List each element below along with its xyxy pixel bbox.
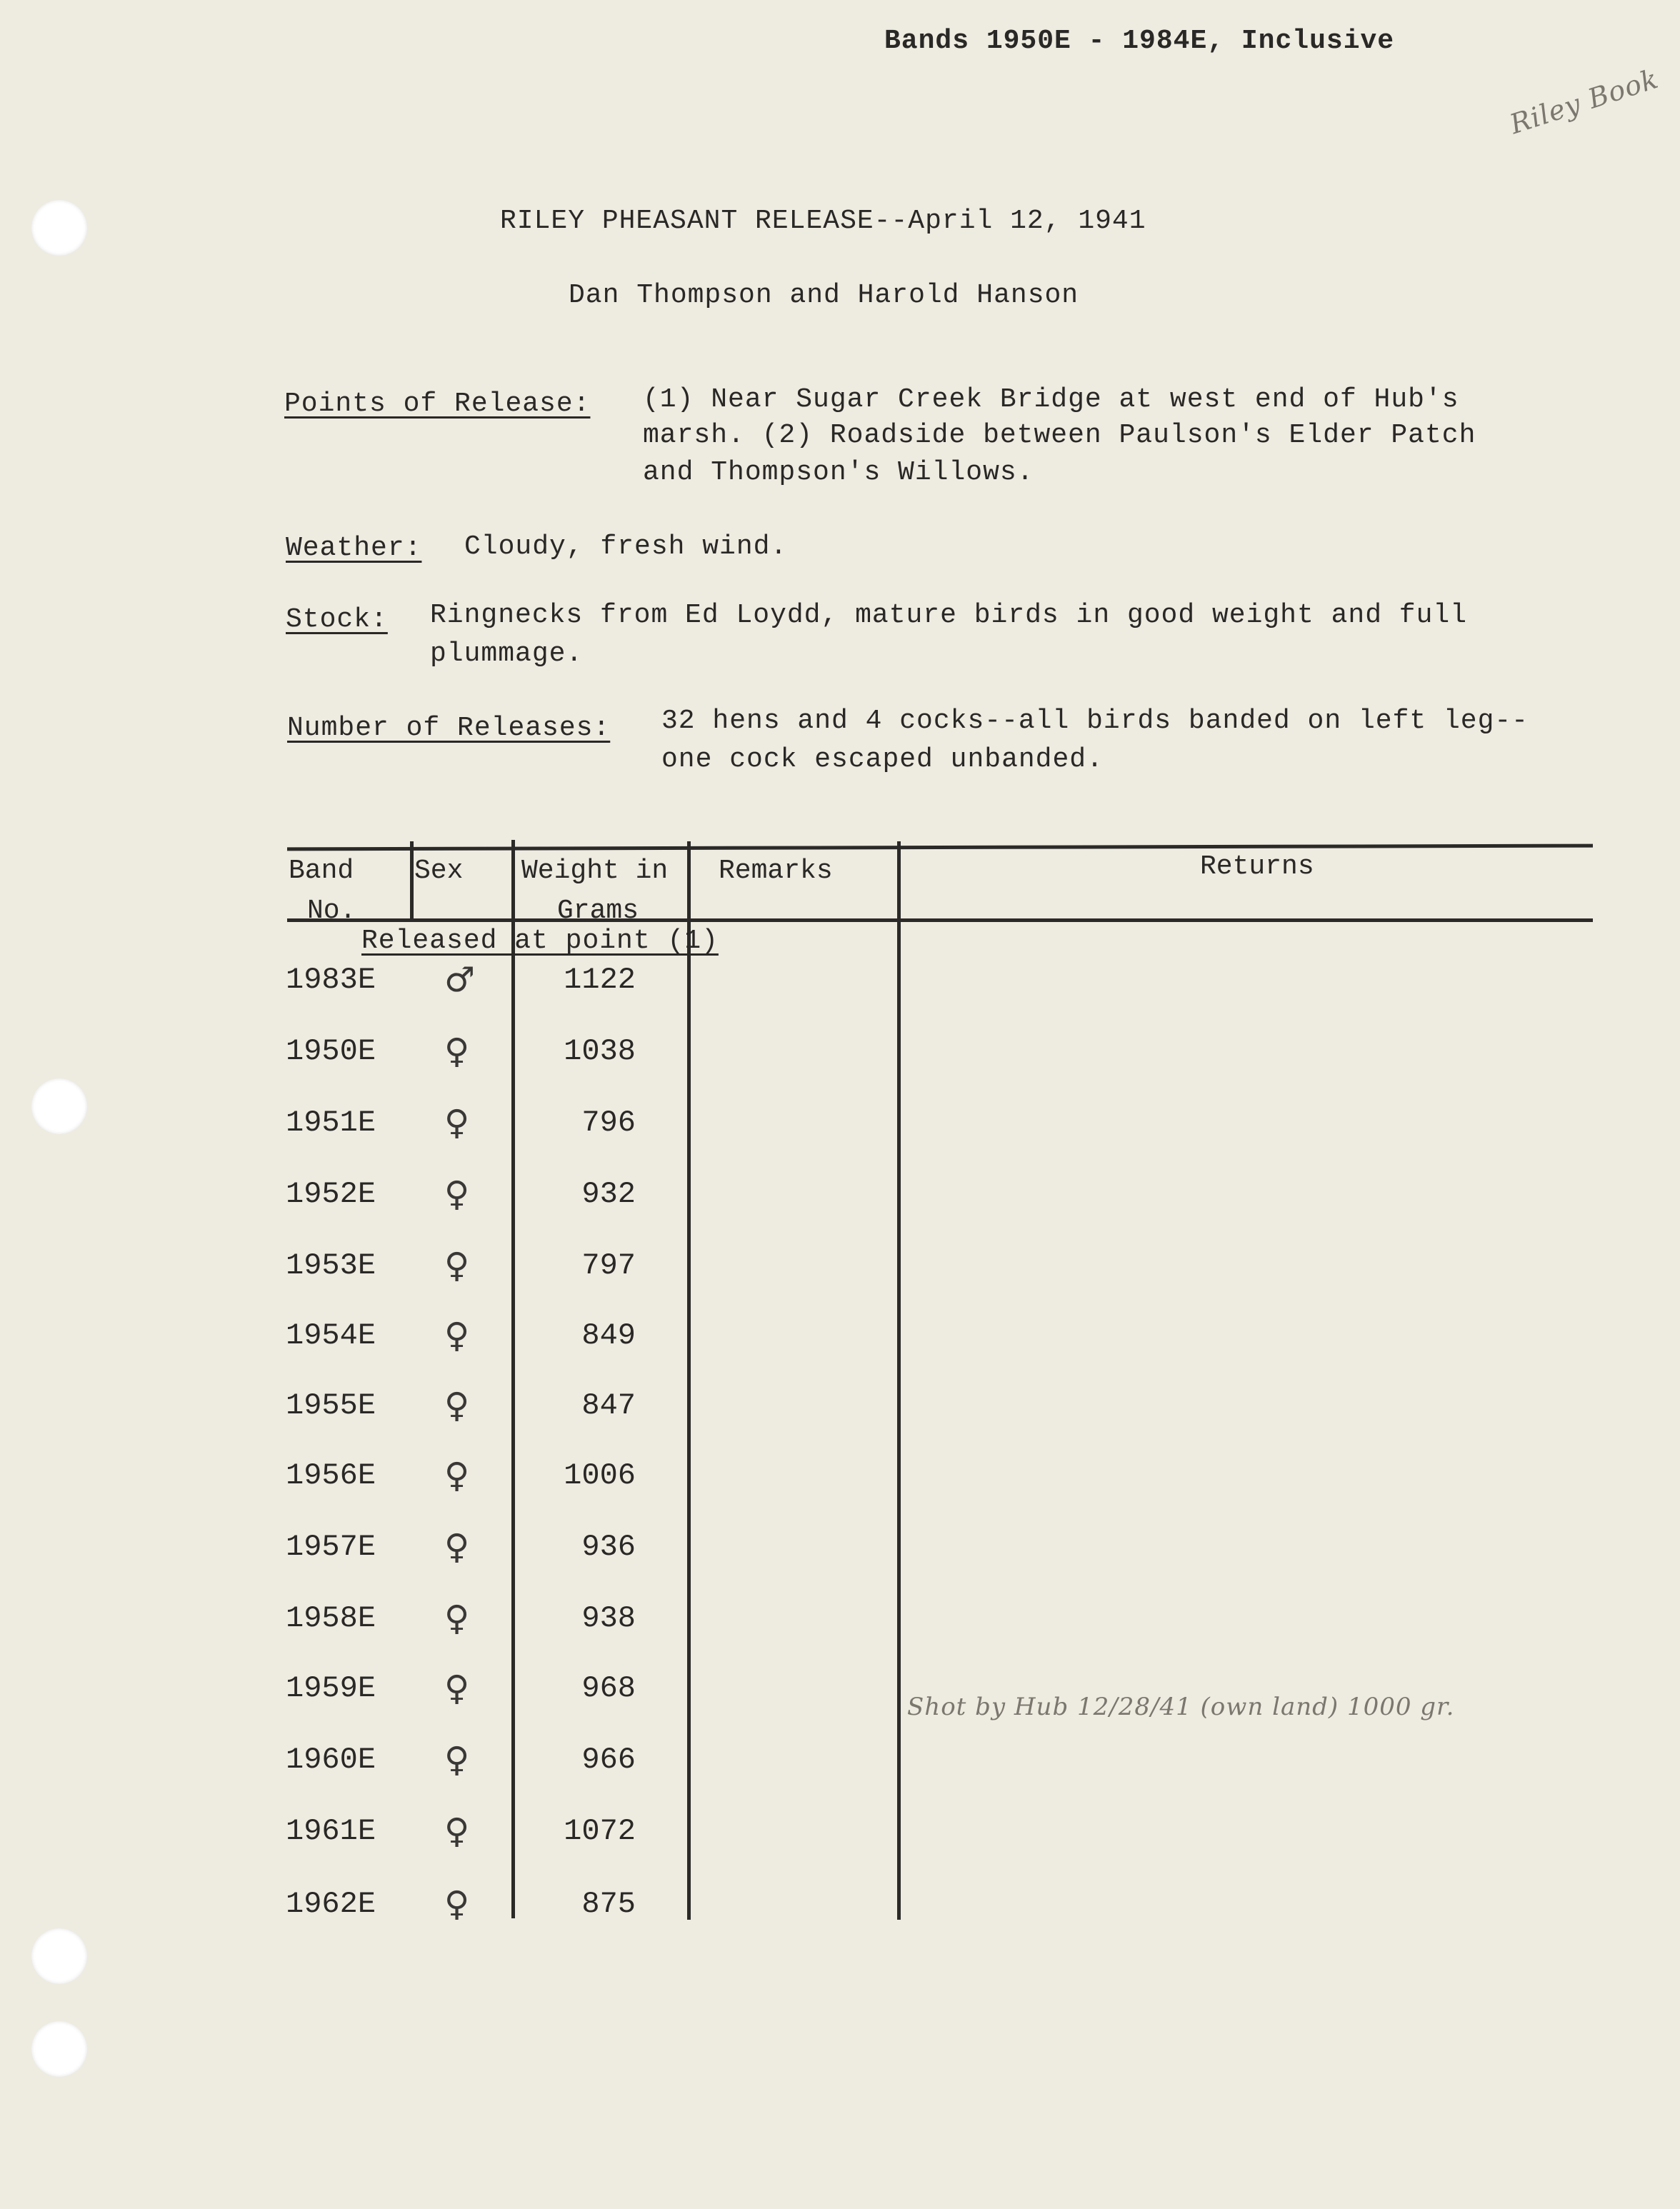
header-remarks: Remarks [719,856,833,886]
band-number: 1953E [286,1248,376,1283]
table-row [286,1318,714,1390]
header-band-line: No. [307,896,356,926]
weight-value: 932 [581,1177,636,1211]
table-header-rule [287,918,1593,922]
table-row [286,1811,714,1885]
female-symbol-icon: ♀ [444,1884,470,1924]
female-symbol-icon: ♀ [444,1527,470,1567]
number-line: one cock escaped unbanded. [661,744,1104,775]
points-line: (1) Near Sugar Creek Bridge at west end of Hub's [643,384,1459,415]
band-number: 1962E [286,1887,376,1921]
header-band [289,851,356,931]
weight-value: 875 [581,1887,636,1921]
band-number: 1983E [286,963,376,997]
weight-value: 936 [581,1530,636,1564]
punch-hole [31,1928,87,1984]
weight-value: 1072 [564,1814,636,1848]
weather-text: Cloudy, fresh wind. [464,531,788,562]
weight-value: 966 [581,1743,636,1777]
band-number: 1954E [286,1318,376,1353]
points-of-release-label: Points of Release: [284,389,591,419]
table-row [286,1031,714,1106]
points-line: and Thompson's Willows. [643,457,1034,488]
table-row [286,960,714,1034]
band-number: 1950E [286,1034,376,1068]
weight-value: 797 [581,1248,636,1283]
table-row [286,1740,714,1814]
table-row [286,1884,714,1958]
punch-hole [31,2021,87,2077]
punch-hole [31,1078,87,1134]
band-number: 1951E [286,1106,376,1140]
stock-line: plummage. [430,638,584,669]
header-weight [521,851,668,931]
female-symbol-icon: ♀ [444,1668,470,1708]
table-top-rule [287,844,1593,851]
weight-value: 938 [581,1601,636,1636]
table-row [286,1598,714,1673]
punch-hole [31,200,87,256]
header-returns: Returns [1200,851,1314,882]
column-divider [410,841,414,921]
female-symbol-icon: ♀ [444,1598,470,1638]
header-weight-line: Grams [557,896,639,926]
table-row [286,1388,714,1460]
band-number: 1958E [286,1601,376,1636]
return-note: Shot by Hub 12/28/41 (own land) 1000 gr. [907,1693,1455,1721]
margin-note: Riley Book [1506,62,1663,141]
table-row [286,1668,714,1743]
table-row [286,1248,714,1320]
number-of-releases-label: Number of Releases: [287,713,611,743]
table-row [286,1174,714,1248]
points-line: marsh. (2) Roadside between Paulson's Elder Patch [643,420,1476,451]
table-row [286,1527,714,1601]
table-row [286,1103,714,1177]
document-title: RILEY PHEASANT RELEASE--April 12, 1941 [500,206,1146,236]
stock-line: Ringnecks from Ed Loydd, mature birds in good weight and full [430,600,1468,631]
authors: Dan Thompson and Harold Hanson [569,280,1079,311]
weight-value: 1122 [564,963,636,997]
weight-value: 1038 [564,1034,636,1068]
female-symbol-icon: ♀ [444,1246,470,1286]
weight-value: 847 [581,1388,636,1423]
female-symbol-icon: ♀ [444,1103,470,1143]
table-row [286,1458,714,1530]
band-number: 1956E [286,1458,376,1493]
male-symbol-icon: ♂ [444,960,476,1000]
female-symbol-icon: ♀ [444,1316,470,1356]
weather-label: Weather: [286,533,422,563]
weight-value: 849 [581,1318,636,1353]
header-weight-line: Weight in [521,856,669,886]
female-symbol-icon: ♀ [444,1386,470,1426]
band-range-header: Bands 1950E - 1984E, Inclusive [884,26,1395,56]
header-band-line: Band [289,856,354,886]
band-number: 1960E [286,1743,376,1777]
band-number: 1959E [286,1671,376,1705]
header-sex: Sex [414,856,464,886]
female-symbol-icon: ♀ [444,1740,470,1780]
female-symbol-icon: ♀ [444,1456,470,1496]
stock-label: Stock: [286,604,388,635]
band-number: 1955E [286,1388,376,1423]
band-number: 1952E [286,1177,376,1211]
band-number: 1961E [286,1814,376,1848]
weight-value: 796 [581,1106,636,1140]
weight-value: 1006 [564,1458,636,1493]
female-symbol-icon: ♀ [444,1031,470,1071]
band-number: 1957E [286,1530,376,1564]
number-line: 32 hens and 4 cocks--all birds banded on left leg-- [661,706,1529,736]
female-symbol-icon: ♀ [444,1811,470,1851]
column-divider [897,841,901,1920]
female-symbol-icon: ♀ [444,1174,470,1214]
weight-value: 968 [581,1671,636,1705]
release-point-subheader: Released at point (1) [361,926,719,956]
